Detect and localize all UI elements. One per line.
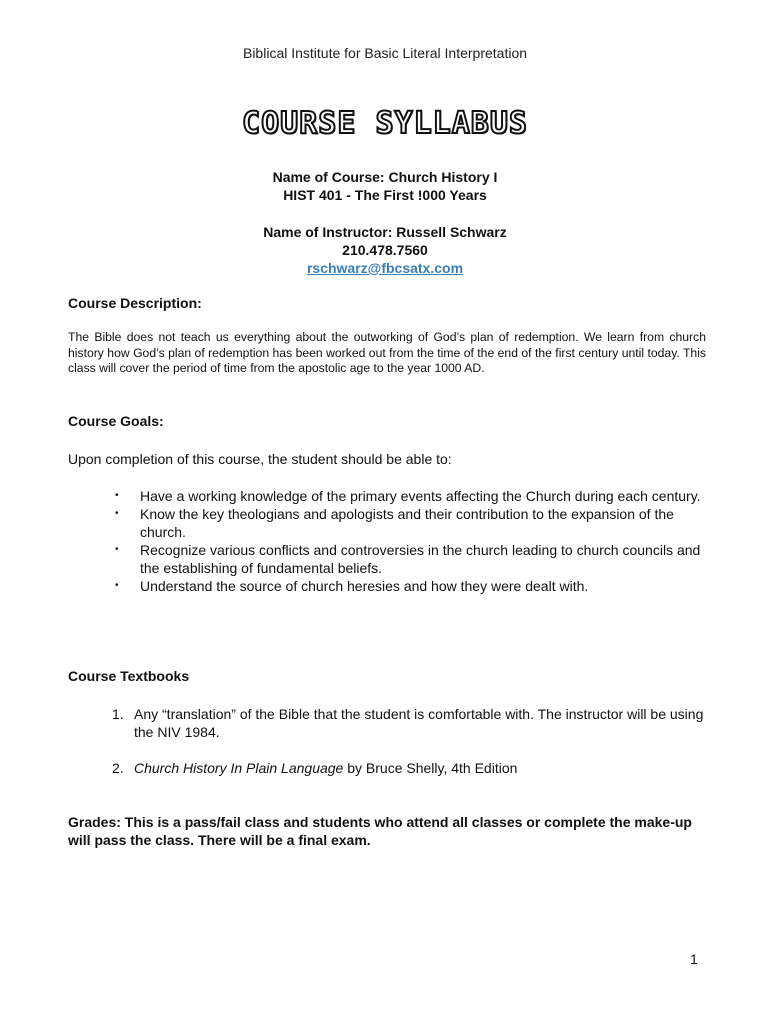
list-item: • Know the key theologians and apologists and their contribution to the expansion of the church. xyxy=(115,506,674,540)
course-info xyxy=(0,168,770,204)
page-title: COURSE SYLLABUS xyxy=(242,106,528,141)
course-goals-intro: Upon completion of this course, the student should be able to: xyxy=(68,451,452,467)
instructor-info xyxy=(0,223,770,277)
textbooks-list xyxy=(112,705,712,741)
instructor-name: Name of Instructor: Russell Schwarz xyxy=(263,224,507,240)
list-item: • Recognize various conflicts and controversies in the church leading to church councils and the establishing of fundamental beliefs. xyxy=(115,542,701,576)
list-item: 2. Church History In Plain Language by Bruce Shelly, 4th Edition xyxy=(112,760,518,776)
list-item: • Understand the source of church heresies and how they were dealt with. xyxy=(115,578,589,594)
course-goals-heading: Course Goals: xyxy=(68,413,164,429)
textbook-title: Church History In Plain Language xyxy=(134,760,344,776)
course-description-text: The Bible does not teach us everything about the outworking of God’s plan of redemption. We learn from church history how God’s plan of redemption has been worked out from the time of the end of the first century until today. This class will cover the period of time from the apostolic age to the year 1000 AD. xyxy=(68,330,706,375)
course-name: Name of Course: Church History I xyxy=(272,169,498,185)
bullet-icon: • xyxy=(115,508,119,519)
course-goals-list xyxy=(115,487,705,595)
list-item: • Have a working knowledge of the primary events affecting the Church during each century. xyxy=(115,488,701,504)
instructor-phone: 210.478.7560 xyxy=(342,242,428,258)
instructor-email-link[interactable]: rschwarz@fbcsatx.com xyxy=(306,260,464,276)
grades-statement: Grades: This is a pass/fail class and students who attend all classes or complete the make-up will pass the class. There will be a final exam. xyxy=(68,814,692,848)
course-textbooks-heading: Course Textbooks xyxy=(68,668,190,684)
document-header: Biblical Institute for Basic Literal Interpretation xyxy=(242,45,528,61)
list-item: 1. Any “translation” of the Bible that the student is comfortable with. The instructor will be using the NIV 1984. xyxy=(112,706,704,740)
bullet-icon: • xyxy=(115,580,119,591)
page-number: 1 xyxy=(690,951,698,967)
course-code: HIST 401 - The First !000 Years xyxy=(283,187,487,203)
bullet-icon: • xyxy=(115,490,119,501)
course-description-heading: Course Description: xyxy=(68,295,202,311)
textbooks-list-continued xyxy=(112,759,712,777)
bullet-icon: • xyxy=(115,544,119,555)
